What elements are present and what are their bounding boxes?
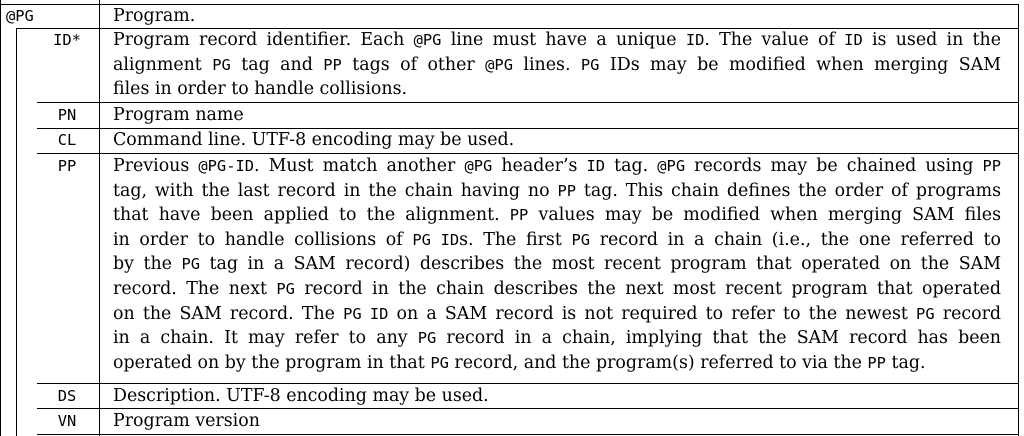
code-token: PG [417, 329, 437, 348]
text-run: record. The next [113, 278, 277, 299]
code-token: PP [509, 206, 529, 225]
code-token: ID [844, 31, 863, 49]
code-token: @PG [657, 157, 686, 175]
code-token: ID [369, 304, 389, 323]
text-run: IDs may be modified when merging SAM [599, 54, 1001, 75]
text-run: tag. [605, 156, 658, 176]
text-run [362, 304, 370, 324]
text-run: Program record identifier. Each [113, 30, 414, 50]
text-run: tag. [885, 352, 926, 373]
code-token: @PG [485, 55, 513, 74]
code-token: PG [181, 255, 200, 274]
code-token: @PG [464, 157, 493, 175]
table-right-border [1018, 4, 1019, 436]
text-run: . Must match another [254, 156, 465, 176]
text-run: tag and [230, 54, 324, 75]
text-run: files in order to handle collisions. [113, 79, 408, 100]
desc-line [113, 228, 1001, 253]
code-token: PP [323, 55, 342, 74]
text-run: record in a chain, implying that the SAM record has been [436, 328, 1001, 349]
code-token: @PG [413, 31, 442, 49]
text-run: s. The first [459, 229, 572, 250]
desc-line [113, 203, 1001, 228]
desc-line [113, 128, 1001, 153]
code-token: PG [343, 304, 362, 323]
desc-line [113, 28, 1001, 53]
code-token: PP [557, 181, 576, 200]
tag-column-divider [99, 4, 100, 436]
desc-pp [113, 154, 1001, 375]
desc-line [113, 154, 1001, 179]
code-token: PG [430, 353, 449, 372]
desc-ds [113, 384, 1001, 409]
text-run: Program version [113, 411, 260, 431]
text-run: record in the chain describes the next most recent program that operated [294, 278, 1001, 299]
desc-line [113, 384, 1001, 409]
text-run: records may be chained using [685, 156, 983, 176]
text-run: lines. [512, 54, 581, 75]
table-bottom-rule [37, 434, 1019, 435]
code-token: PG [580, 55, 600, 74]
desc-line [113, 409, 1001, 434]
tag-pp: PP [57, 157, 77, 175]
text-run: Program name [113, 105, 244, 125]
code-token: ID [440, 230, 460, 249]
text-run: is used in the [862, 30, 1002, 50]
code-token: PG [276, 279, 295, 298]
text-run: values may be modified when merging SAM files [528, 205, 1001, 226]
desc-id [113, 28, 1001, 102]
desc-line [113, 351, 1001, 376]
desc-line [113, 179, 1001, 204]
text-run: record in a chain (i.e., the one referred to [590, 229, 1001, 250]
subtable-left-border [16, 28, 17, 436]
desc-line [113, 326, 1001, 351]
code-token: PG [212, 55, 231, 74]
text-run [431, 230, 441, 250]
text-run: alignment [113, 54, 213, 75]
code-token: ID [586, 157, 606, 175]
desc-line [113, 77, 1001, 102]
tag-id: ID* [53, 31, 81, 49]
text-run: line must have a unique [441, 30, 686, 50]
text-run: tags of other [341, 54, 486, 75]
text-run: on the SAM record. The [113, 303, 344, 324]
desc-vn [113, 409, 1001, 434]
text-run: Previous [113, 156, 199, 176]
code-token: PG [412, 230, 431, 249]
text-run: on a SAM record is not required to refer to the newest [388, 303, 917, 324]
header-tag: @PG [6, 7, 34, 25]
text-run: tag. This chain defines the order of programs [575, 180, 1001, 201]
tag-vn: VN [57, 412, 77, 430]
desc-pn [113, 103, 1001, 128]
text-run: by the [113, 254, 182, 275]
code-token: PP [867, 353, 886, 372]
text-run: record, and the program(s) referred to via the [448, 352, 868, 373]
desc-line [113, 103, 1001, 128]
desc-line [113, 53, 1001, 78]
text-run: tag, with the last record in the chain having no [113, 180, 558, 201]
code-token: PG [571, 230, 591, 249]
tag-cl: CL [57, 131, 77, 149]
desc-line [113, 277, 1001, 302]
text-run: tag in a SAM record) describes the most recent program that operated on the SAM [199, 254, 1001, 275]
code-token: PP [982, 157, 1002, 175]
text-run: in order to handle collisions of [113, 229, 413, 250]
text-run: record [934, 303, 1002, 324]
tag-ds: DS [57, 387, 77, 405]
code-token: @PG-ID [198, 157, 254, 175]
text-run: operated on by the program in that [113, 352, 431, 373]
header-label: Program. [113, 6, 196, 26]
desc-line [113, 302, 1001, 327]
text-run: . The value of [704, 30, 845, 50]
text-run: in a chain. It may refer to any [113, 328, 418, 349]
text-run: header’s [492, 156, 587, 176]
text-run: that have been applied to the alignment. [113, 205, 510, 226]
code-token: ID [685, 31, 705, 49]
table-left-border [0, 0, 1, 436]
tag-pn: PN [57, 106, 77, 124]
desc-line [113, 252, 1001, 277]
text-run: Description. UTF-8 encoding may be used. [113, 386, 489, 406]
desc-cl [113, 128, 1001, 153]
code-token: PG [916, 304, 935, 323]
text-run: Command line. UTF-8 encoding may be used. [113, 130, 515, 150]
